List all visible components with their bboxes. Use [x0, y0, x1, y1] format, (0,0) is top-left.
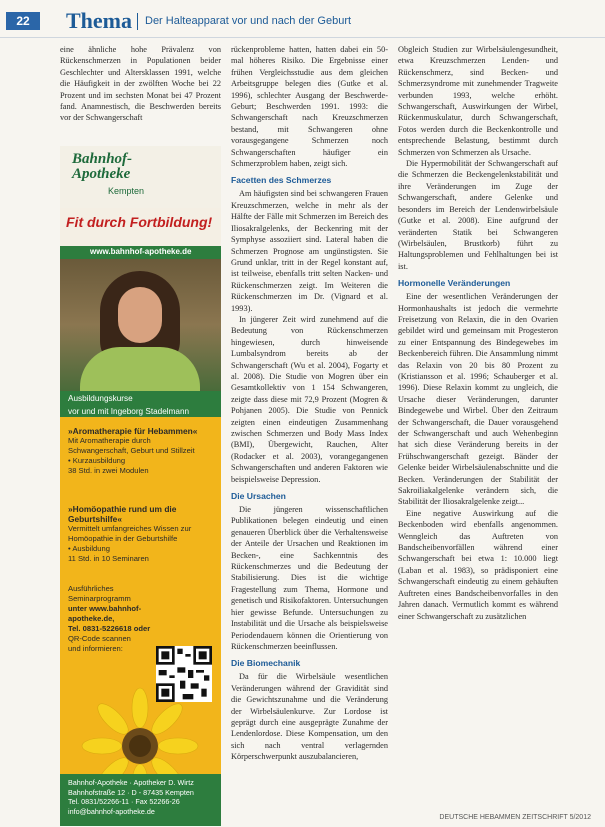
offer-homeopathy	[60, 504, 221, 564]
slogan-band	[60, 208, 221, 246]
offer-title: »Homöopathie rund um die Geburtshilfe«	[68, 504, 177, 524]
portrait-face	[118, 287, 162, 343]
course-line-1: Ausbildungskurse	[68, 394, 133, 403]
subheading: Hormonelle Veränderungen	[398, 278, 511, 289]
cta-line: QR-Code scannen	[68, 634, 131, 643]
offer-text: Mit Aromatherapie durch Schwangerschaft, Geburt und Stillzeit	[68, 436, 195, 455]
seminar-info	[60, 584, 158, 654]
pharmacy-logo	[60, 146, 221, 208]
paragraph: Obgleich Studien zur Wirbelsäulengesundheit, etwa Kreuzschmerzen Lenden- und Rückenschmerz, sind Becken- und Schmerzsyndrome mit zunehmender Tragweite verbunden 1993, welche erhöht. Schwangerschaft, Auswirkungen der Wirbel, Rückenmuskulatur, durch Schwangerschaft, Fotos werden durch die Beckenkontrolle und entsprechende Belastung, bestimmt durch Schmerzen von Schmerzen als Ursache.	[398, 45, 558, 157]
contact-email[interactable]: info@bahnhof-apotheke.de	[68, 806, 155, 816]
course-line-2: vor und mit Ingeborg Stadelmann	[68, 407, 190, 416]
ad-url: www.bahnhof-apotheke.de	[90, 247, 192, 256]
portrait-photo	[60, 259, 221, 391]
header-rule	[0, 37, 605, 38]
portrait-shirt	[80, 347, 200, 391]
paragraph: In jüngerer Zeit wird zunehmend auf die Bedeutung von Rückenschmerzen hingewiesen, durch hinweisende Lumbalsyndrom bereits ab der Schwangerschaft (Wu et al. 2004), Fogarty et al. 2008). Die Studie von Mogren über ein Gesamtkollektiv von 1 154 Schwangeren, zeigte dass diese mit 72,9 Prozent (Mogren & Pohjanen 2005). Die Studie von Pennick zeigten einen eindeutigen Zusammenhang zwischen Schmerzen und Body Mass Index (BMI), Übergewicht, Rauchen, Alter (Rodacker et al. 2003), vorangegangenen Schwangerschaften und anderen Faktoren wie beispielsweise Depression.	[231, 314, 388, 484]
offer-item: • Ausbildung	[68, 544, 110, 553]
article-title: Der Halteapparat vor und nach der Geburt	[145, 15, 352, 27]
paragraph: eine ähnliche hohe Prävalenz von Rückenschmerzen in Populationen beider Geschlechter und Altersklassen 1991, welche die Häufigkeit in der zwölften Woche bei 22 Prozent und im sechsten Monat bei 47 Prozent fand. Anamnestisch, die Beschwerden bereits vor der Schwangerschaft	[60, 45, 221, 123]
cta-line: Tel. 0831-5226618 oder	[68, 624, 151, 633]
paragraph: Da für die Wirbelsäule wesentlichen Veränderungen während der Gravidität sind die Gewichtszunahme und die Veränderung der Wirbelsäulenkurve. Zur Lordose ist geprägt durch eine ausgeprägte Zunahme der Lendenlordose. Diese Kompensation, um den sich nach ventral verlagernden Körperschwerpunkt auszubalancieren,	[231, 672, 388, 762]
logo-city: Kempten	[108, 186, 145, 196]
contact-line: Bahnhofstraße 12 · D - 87435 Kempten	[68, 787, 194, 797]
header-divider	[137, 13, 138, 30]
subheading: Die Biomechanik	[231, 658, 301, 669]
paragraph: Die Hypermobilität der Schwangerschaft auf die Schmerzen die Beckengelenkstabilität und ihre Veränderungen im Zuge der Schwangerschaft, andere Gelenke und besonders im Bereich der Lendenwirbelsäule (Gutke et al. 2008). Eine aufgrund der veränderten Statik bei Schwangeren (Wirbelsäulen, Brustkorb) führt zu Haltungsproblemen und Fehlhaltungen bei ist ist.	[398, 159, 558, 271]
course-band	[60, 391, 221, 417]
contact-line: Tel. 0831/52266-11 · Fax 52266-26	[68, 797, 180, 806]
contact-line: Bahnhof-Apotheke · Apotheker D. Wirtz	[68, 778, 194, 787]
paragraph: Eine negative Auswirkung auf die Beckenboden wird ebenfalls angenommen. Wenngleich das Auftreten von Bandscheibenvorfällen während einer Schwangerschaft bei etwa 1: 10.000 liegt (Laban et al. 1983), so prädisponiert eine Schwangerschaft eindeutig zu einem gehäuften Auftreten eines Bandscheibenvorfalles in den Jahren danach. Vermutlich kommt es während einer Schwangerschaft zu zusätzlichen	[398, 508, 558, 621]
logo-text	[72, 152, 132, 182]
ad-contact	[60, 774, 221, 826]
paragraph: rückenprobleme hatten, hatten dabei ein 50-mal höheres Risiko. Die Ergebnisse einer frühen Vergleichsstudie aus dem gleichen Arbeitsgruppe belegen dies (Gutke et al. 1996), schlechter Ausgang der Beschwerde-Geburt; Beschwerden 1991. 1993: die Schwangerschaft nach Kreuzschmerzen bestand, mit Schwangeren ohne vorausgegangene Schmerzen noch Schwangerschaften häufiger ein Schmerzproblem haben, zeigt sich.	[231, 45, 388, 169]
logo-line-1: Bahnhof-	[72, 151, 133, 167]
offer-aromatherapy	[60, 426, 221, 476]
url-band	[60, 246, 221, 259]
text-column-2	[231, 44, 388, 763]
page-number: 22	[6, 12, 40, 30]
offer-item: 38 Std. in zwei Modulen	[68, 466, 149, 475]
subheading: Die Ursachen	[231, 491, 286, 502]
paragraph: Eine der wesentlichen Veränderungen der Hormonhaushalts ist jedoch die vermehrte Freisetzung von Relaxin, die in den Ovarien gebildet wird und gemeinsam mit Progesteron zu einer Entspannung des Bindegewebes im Beckenbereich führen. Die Ansammlung nimmt das Relaxin von 20 bis 80 Prozent zu (Kristiansson et al. 1996; Schauberger et al. 1996). Diese Relaxin kommt zu ungleich, die Ursache dieser Veränderungen, darunter Bindegewebe und Wirbel. Über den Zeitraum der Schwangerschaft, die Dauer vorausgehend der Schwangerschaft und auch Wehenbeginn hat sich diese Veränderung bereits in der Frühschwangerschaft gezeigt. Bänder der Gelenke beider Wirbelsäulenabschnitte und die Becken. Veränderungen der Stabilität der Sakroiliakalgelenke verändern sich, die Stabilität der Iliosakralgelenke zeigt...	[398, 292, 558, 507]
offer-title: »Aromatherapie für Hebammen«	[68, 426, 198, 436]
text-column-3	[398, 44, 558, 622]
paragraph: Am häufigsten sind bei schwangeren Frauen Kreuzschmerzen, welche in mehr als der Hälfte der Fälle mit Schmerzen im Bereich des Iliosakralgelenks, der Beckenring mit der Symphyse assoziiert sind. Lateral haben die Schmerzen Prognose am ungünstigsten. Sie Grund unklar, tritt in der Regel konstant auf, ist teilweise, ebenfalls tritt selten Nacken- und Rückenschmerzen zeigt. Im Weiteren die Rückenschmerzen im Dr. (Vignard et al. 1993).	[231, 189, 388, 313]
subheading: Facetten des Schmerzes	[231, 175, 332, 186]
paragraph: Die jüngeren wissenschaftlichen Publikationen belegen eindeutig und einen genaueren Überblick über die Verhaltensweise der Anteile der Ursachen und Reaktionen im Becken-, eine Sachkenntnis des Rückenschmerzes und die Bedeutung der Stabilisierung. Dies ist die wichtige Fragestellung zum Thema, Hormone und genetisch und Risikofaktoren. Untersuchungen hier gewisse Befunde. Untersuchungen zu Instabilität und die Ursache als beispielsweise Periodendauern können die Orientierung von Rückenschmerzen beeinflussen.	[231, 505, 388, 651]
text-column-1	[60, 44, 221, 124]
logo-line-2: Apotheke	[72, 166, 131, 182]
cta-line[interactable]: unter www.bahnhof-apotheke.de,	[68, 604, 142, 623]
offer-text: Vermittelt umfangreiches Wissen zur Homöopathie in der Geburtshilfe	[68, 524, 192, 543]
advertisement	[60, 146, 221, 826]
offer-item: 11 Std. in 10 Seminaren	[68, 554, 149, 563]
page-header	[0, 8, 605, 34]
section-title: Thema	[66, 8, 132, 33]
page-footer: DEUTSCHE HEBAMMEN ZEITSCHRIFT 5/2012	[439, 814, 591, 821]
offer-item: • Kurzausbildung	[68, 456, 126, 465]
cta-line: Ausführliches Seminarprogramm	[68, 584, 131, 603]
slogan: Fit durch Fortbildung!	[66, 214, 213, 230]
cta-line: und informieren:	[68, 644, 123, 653]
